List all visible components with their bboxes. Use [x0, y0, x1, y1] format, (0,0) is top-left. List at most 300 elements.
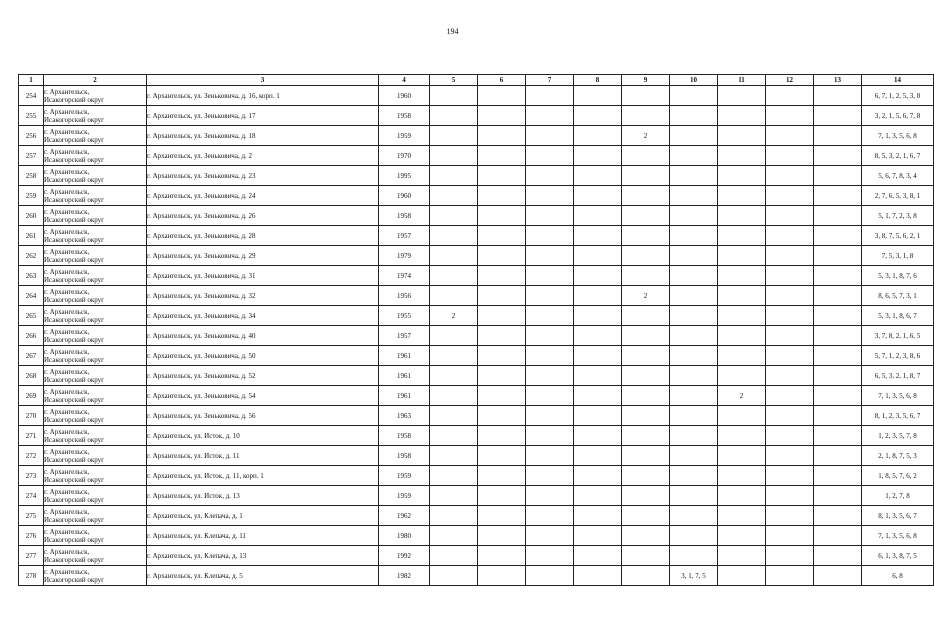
city-text: г. Архангельск,	[44, 327, 90, 336]
locality-cell	[44, 286, 147, 306]
value-cell-c7	[526, 346, 574, 366]
value-cell-c7	[526, 126, 574, 146]
table-row	[19, 166, 934, 186]
value-cell-c7	[526, 326, 574, 346]
row-number-cell: 254	[19, 86, 44, 106]
value-cell-c6	[478, 346, 526, 366]
district-text: Исакогорский округ	[44, 315, 105, 324]
value-cell-c11	[718, 186, 766, 206]
value-cell-c8	[574, 286, 622, 306]
value-cell-c11	[718, 506, 766, 526]
value-cell-c8	[574, 406, 622, 426]
table-row	[19, 246, 934, 266]
table-row	[19, 346, 934, 366]
locality-cell	[44, 86, 147, 106]
table-row	[19, 286, 934, 306]
value-cell-c12	[766, 426, 814, 446]
city-text: г. Архангельск,	[44, 87, 90, 96]
value-cell-c8	[574, 326, 622, 346]
value-cell-c8	[574, 366, 622, 386]
value-cell-c10	[670, 266, 718, 286]
value-cell-c5	[430, 206, 478, 226]
year-cell: 1995	[379, 166, 430, 186]
codes-cell: 8, 1, 3, 5, 6, 7	[862, 506, 934, 526]
value-cell-c10	[670, 426, 718, 446]
value-cell-c6	[478, 426, 526, 446]
value-cell-c10	[670, 146, 718, 166]
address-cell: г. Архангельск, ул. Клепача, д. 13	[147, 546, 379, 566]
row-number-cell: 270	[19, 406, 44, 426]
value-cell-c5	[430, 226, 478, 246]
year-cell: 1958	[379, 446, 430, 466]
value-cell-c5: 2	[430, 306, 478, 326]
year-cell: 1970	[379, 146, 430, 166]
value-cell-c10	[670, 166, 718, 186]
value-cell-c7	[526, 486, 574, 506]
value-cell-c7	[526, 166, 574, 186]
value-cell-c13	[814, 406, 862, 426]
city-text: г. Архангельск,	[44, 407, 90, 416]
value-cell-c12	[766, 526, 814, 546]
value-cell-c8	[574, 346, 622, 366]
year-cell: 1956	[379, 286, 430, 306]
row-number-cell: 256	[19, 126, 44, 146]
value-cell-c13	[814, 486, 862, 506]
value-cell-c5	[430, 566, 478, 586]
district-text: Исакогорский округ	[44, 115, 105, 124]
value-cell-c11	[718, 126, 766, 146]
district-text: Исакогорский округ	[44, 555, 105, 564]
table-row	[19, 426, 934, 446]
district-text: Исакогорский округ	[44, 515, 105, 524]
value-cell-c9	[622, 446, 670, 466]
value-cell-c7	[526, 106, 574, 126]
row-number-cell: 271	[19, 426, 44, 446]
value-cell-c9	[622, 526, 670, 546]
value-cell-c6	[478, 286, 526, 306]
value-cell-c7	[526, 186, 574, 206]
value-cell-c10	[670, 406, 718, 426]
column-header: 11	[718, 75, 766, 86]
value-cell-c7	[526, 406, 574, 426]
value-cell-c6	[478, 86, 526, 106]
value-cell-c9	[622, 546, 670, 566]
row-number-cell: 258	[19, 166, 44, 186]
value-cell-c11: 2	[718, 386, 766, 406]
value-cell-c9: 2	[622, 286, 670, 306]
locality-cell	[44, 406, 147, 426]
value-cell-c9	[622, 366, 670, 386]
value-cell-c5	[430, 286, 478, 306]
column-header: 2	[44, 75, 147, 86]
city-text: г. Архангельск,	[44, 467, 90, 476]
value-cell-c8	[574, 146, 622, 166]
value-cell-c6	[478, 546, 526, 566]
city-text: г. Архангельск,	[44, 567, 90, 576]
locality-cell	[44, 226, 147, 246]
value-cell-c7	[526, 206, 574, 226]
value-cell-c9	[622, 206, 670, 226]
column-header: 5	[430, 75, 478, 86]
value-cell-c8	[574, 446, 622, 466]
locality-cell	[44, 266, 147, 286]
value-cell-c11	[718, 346, 766, 366]
value-cell-c11	[718, 526, 766, 546]
year-cell: 1992	[379, 546, 430, 566]
locality-cell	[44, 166, 147, 186]
value-cell-c13	[814, 86, 862, 106]
value-cell-c12	[766, 346, 814, 366]
value-cell-c13	[814, 286, 862, 306]
value-cell-c10	[670, 386, 718, 406]
value-cell-c10	[670, 126, 718, 146]
value-cell-c8	[574, 306, 622, 326]
value-cell-c5	[430, 366, 478, 386]
column-header: 6	[478, 75, 526, 86]
row-number-cell: 266	[19, 326, 44, 346]
locality-cell	[44, 546, 147, 566]
value-cell-c9	[622, 226, 670, 246]
value-cell-c5	[430, 266, 478, 286]
district-text: Исакогорский округ	[44, 375, 105, 384]
value-cell-c12	[766, 486, 814, 506]
value-cell-c11	[718, 486, 766, 506]
row-number-cell: 260	[19, 206, 44, 226]
city-text: г. Архангельск,	[44, 347, 90, 356]
value-cell-c6	[478, 106, 526, 126]
value-cell-c11	[718, 166, 766, 186]
value-cell-c7	[526, 466, 574, 486]
value-cell-c12	[766, 506, 814, 526]
codes-cell: 1, 2, 7, 8	[862, 486, 934, 506]
district-text: Исакогорский округ	[44, 175, 105, 184]
value-cell-c12	[766, 126, 814, 146]
value-cell-c8	[574, 566, 622, 586]
locality-cell	[44, 566, 147, 586]
value-cell-c6	[478, 466, 526, 486]
value-cell-c7	[526, 566, 574, 586]
city-text: г. Архангельск,	[44, 207, 90, 216]
table-row	[19, 226, 934, 246]
codes-cell: 3, 2, 1, 5, 6, 7, 8	[862, 106, 934, 126]
value-cell-c13	[814, 206, 862, 226]
value-cell-c9	[622, 166, 670, 186]
value-cell-c7	[526, 366, 574, 386]
value-cell-c7	[526, 506, 574, 526]
value-cell-c13	[814, 526, 862, 546]
address-cell: г. Архангельск, ул. Зеньковича, д. 56	[147, 406, 379, 426]
address-cell: г. Архангельск, ул. Зеньковича, д. 29	[147, 246, 379, 266]
locality-cell	[44, 206, 147, 226]
value-cell-c13	[814, 186, 862, 206]
value-cell-c10	[670, 526, 718, 546]
district-text: Исакогорский округ	[44, 195, 105, 204]
city-text: г. Архангельск,	[44, 107, 90, 116]
year-cell: 1982	[379, 566, 430, 586]
value-cell-c9	[622, 306, 670, 326]
row-number-cell: 262	[19, 246, 44, 266]
value-cell-c6	[478, 486, 526, 506]
city-text: г. Архангельск,	[44, 427, 90, 436]
value-cell-c6	[478, 386, 526, 406]
year-cell: 1980	[379, 526, 430, 546]
value-cell-c10: 3, 1, 7, 5	[670, 566, 718, 586]
value-cell-c7	[526, 526, 574, 546]
value-cell-c8	[574, 166, 622, 186]
table-row	[19, 326, 934, 346]
district-text: Исакогорский округ	[44, 575, 105, 584]
locality-cell	[44, 386, 147, 406]
year-cell: 1959	[379, 126, 430, 146]
city-text: г. Архангельск,	[44, 187, 90, 196]
codes-cell: 7, 1, 3, 5, 6, 8	[862, 526, 934, 546]
value-cell-c12	[766, 326, 814, 346]
district-text: Исакогорский округ	[44, 495, 105, 504]
city-text: г. Архангельск,	[44, 127, 90, 136]
year-cell: 1960	[379, 186, 430, 206]
value-cell-c5	[430, 246, 478, 266]
value-cell-c11	[718, 446, 766, 466]
value-cell-c13	[814, 506, 862, 526]
table-row	[19, 466, 934, 486]
year-cell: 1960	[379, 86, 430, 106]
row-number-cell: 277	[19, 546, 44, 566]
value-cell-c7	[526, 266, 574, 286]
value-cell-c11	[718, 246, 766, 266]
value-cell-c6	[478, 206, 526, 226]
city-text: г. Архангельск,	[44, 247, 90, 256]
column-header: 9	[622, 75, 670, 86]
address-cell: г. Архангельск, ул. Исток, д. 11	[147, 446, 379, 466]
table-row	[19, 546, 934, 566]
value-cell-c11	[718, 226, 766, 246]
value-cell-c12	[766, 446, 814, 466]
value-cell-c12	[766, 146, 814, 166]
codes-cell: 8, 1, 2, 3, 5, 6, 7	[862, 406, 934, 426]
address-cell: г. Архангельск, ул. Зеньковича, д. 28	[147, 226, 379, 246]
value-cell-c5	[430, 346, 478, 366]
city-text: г. Архангельск,	[44, 447, 90, 456]
value-cell-c9	[622, 506, 670, 526]
address-cell: г. Архангельск, ул. Зеньковича, д. 50	[147, 346, 379, 366]
address-cell: г. Архангельск, ул. Зеньковича, д. 16, корп. 1	[147, 86, 379, 106]
value-cell-c11	[718, 366, 766, 386]
value-cell-c9	[622, 146, 670, 166]
value-cell-c12	[766, 186, 814, 206]
value-cell-c13	[814, 326, 862, 346]
codes-cell: 6, 1, 3, 8, 7, 5	[862, 546, 934, 566]
column-header: 4	[379, 75, 430, 86]
row-number-cell: 257	[19, 146, 44, 166]
value-cell-c6	[478, 306, 526, 326]
value-cell-c6	[478, 266, 526, 286]
value-cell-c8	[574, 226, 622, 246]
value-cell-c5	[430, 86, 478, 106]
value-cell-c6	[478, 506, 526, 526]
address-cell: г. Архангельск, ул. Зеньковича, д. 2	[147, 146, 379, 166]
codes-cell: 7, 5, 3, 1, 8	[862, 246, 934, 266]
value-cell-c8	[574, 126, 622, 146]
row-number-cell: 278	[19, 566, 44, 586]
address-cell: г. Архангельск, ул. Зеньковича, д. 52	[147, 366, 379, 386]
year-cell: 1963	[379, 406, 430, 426]
row-number-cell: 255	[19, 106, 44, 126]
table-row	[19, 406, 934, 426]
value-cell-c9	[622, 186, 670, 206]
year-cell: 1959	[379, 486, 430, 506]
codes-cell: 3, 8, 7, 5, 6, 2, 1	[862, 226, 934, 246]
value-cell-c12	[766, 106, 814, 126]
value-cell-c8	[574, 106, 622, 126]
value-cell-c9	[622, 266, 670, 286]
row-number-cell: 261	[19, 226, 44, 246]
value-cell-c5	[430, 186, 478, 206]
table-row	[19, 446, 934, 466]
city-text: г. Архангельск,	[44, 267, 90, 276]
codes-cell: 6, 5, 3, 2, 1, 8, 7	[862, 366, 934, 386]
district-text: Исакогорский округ	[44, 135, 105, 144]
table-row	[19, 146, 934, 166]
value-cell-c13	[814, 306, 862, 326]
value-cell-c11	[718, 86, 766, 106]
district-text: Исакогорский округ	[44, 455, 105, 464]
row-number-cell: 264	[19, 286, 44, 306]
year-cell: 1957	[379, 326, 430, 346]
district-text: Исакогорский округ	[44, 275, 105, 284]
table-row	[19, 126, 934, 146]
value-cell-c11	[718, 146, 766, 166]
value-cell-c8	[574, 426, 622, 446]
value-cell-c9	[622, 346, 670, 366]
value-cell-c11	[718, 426, 766, 446]
value-cell-c10	[670, 246, 718, 266]
value-cell-c13	[814, 246, 862, 266]
value-cell-c8	[574, 466, 622, 486]
value-cell-c11	[718, 566, 766, 586]
city-text: г. Архангельск,	[44, 287, 90, 296]
value-cell-c7	[526, 286, 574, 306]
address-cell: г. Архангельск, ул. Зеньковича, д. 31	[147, 266, 379, 286]
value-cell-c11	[718, 286, 766, 306]
codes-cell: 1, 8, 5, 7, 6, 2	[862, 466, 934, 486]
district-text: Исакогорский округ	[44, 95, 105, 104]
value-cell-c9	[622, 106, 670, 126]
value-cell-c11	[718, 546, 766, 566]
table-row	[19, 526, 934, 546]
table-row	[19, 566, 934, 586]
value-cell-c7	[526, 426, 574, 446]
value-cell-c13	[814, 106, 862, 126]
value-cell-c12	[766, 406, 814, 426]
value-cell-c6	[478, 226, 526, 246]
table-row	[19, 206, 934, 226]
value-cell-c9	[622, 426, 670, 446]
value-cell-c8	[574, 206, 622, 226]
value-cell-c9	[622, 246, 670, 266]
value-cell-c10	[670, 486, 718, 506]
value-cell-c9	[622, 386, 670, 406]
year-cell: 1958	[379, 426, 430, 446]
value-cell-c9	[622, 486, 670, 506]
value-cell-c13	[814, 466, 862, 486]
row-number-cell: 267	[19, 346, 44, 366]
value-cell-c11	[718, 266, 766, 286]
value-cell-c5	[430, 486, 478, 506]
district-text: Исакогорский округ	[44, 155, 105, 164]
value-cell-c5	[430, 446, 478, 466]
table-row	[19, 386, 934, 406]
value-cell-c5	[430, 426, 478, 446]
address-cell: г. Архангельск, ул. Зеньковича, д. 54	[147, 386, 379, 406]
locality-cell	[44, 446, 147, 466]
locality-cell	[44, 126, 147, 146]
value-cell-c13	[814, 386, 862, 406]
table-row	[19, 266, 934, 286]
district-text: Исакогорский округ	[44, 395, 105, 404]
locality-cell	[44, 146, 147, 166]
district-text: Исакогорский округ	[44, 215, 105, 224]
codes-cell: 3, 7, 8, 2, 1, 6, 5	[862, 326, 934, 346]
value-cell-c10	[670, 186, 718, 206]
value-cell-c12	[766, 366, 814, 386]
value-cell-c13	[814, 426, 862, 446]
locality-cell	[44, 526, 147, 546]
column-header: 10	[670, 75, 718, 86]
district-text: Исакогорский округ	[44, 235, 105, 244]
address-cell: г. Архангельск, ул. Зеньковича, д. 26	[147, 206, 379, 226]
address-cell: г. Архангельск, ул. Зеньковича, д. 40	[147, 326, 379, 346]
value-cell-c11	[718, 466, 766, 486]
year-cell: 1961	[379, 386, 430, 406]
value-cell-c6	[478, 406, 526, 426]
column-header: 3	[147, 75, 379, 86]
locality-cell	[44, 106, 147, 126]
table-row	[19, 486, 934, 506]
value-cell-c11	[718, 206, 766, 226]
codes-cell: 5, 6, 7, 8, 3, 4	[862, 166, 934, 186]
codes-cell: 1, 2, 3, 5, 7, 8	[862, 426, 934, 446]
locality-cell	[44, 466, 147, 486]
value-cell-c8	[574, 546, 622, 566]
housing-register-table	[18, 74, 934, 586]
city-text: г. Архангельск,	[44, 367, 90, 376]
value-cell-c12	[766, 286, 814, 306]
row-number-cell: 276	[19, 526, 44, 546]
value-cell-c6	[478, 186, 526, 206]
value-cell-c13	[814, 446, 862, 466]
district-text: Исакогорский округ	[44, 475, 105, 484]
address-cell: г. Архангельск, ул. Клепача, д. 1	[147, 506, 379, 526]
row-number-cell: 265	[19, 306, 44, 326]
codes-cell: 8, 5, 3, 2, 1, 6, 7	[862, 146, 934, 166]
value-cell-c9	[622, 466, 670, 486]
district-text: Исакогорский округ	[44, 295, 105, 304]
codes-cell: 5, 7, 1, 2, 3, 8, 6	[862, 346, 934, 366]
value-cell-c8	[574, 186, 622, 206]
value-cell-c6	[478, 246, 526, 266]
locality-cell	[44, 246, 147, 266]
locality-cell	[44, 366, 147, 386]
value-cell-c13	[814, 346, 862, 366]
value-cell-c13	[814, 566, 862, 586]
value-cell-c12	[766, 226, 814, 246]
value-cell-c6	[478, 166, 526, 186]
value-cell-c6	[478, 526, 526, 546]
value-cell-c5	[430, 126, 478, 146]
row-number-cell: 273	[19, 466, 44, 486]
address-cell: г. Архангельск, ул. Клепача, д. 5	[147, 566, 379, 586]
value-cell-c13	[814, 146, 862, 166]
